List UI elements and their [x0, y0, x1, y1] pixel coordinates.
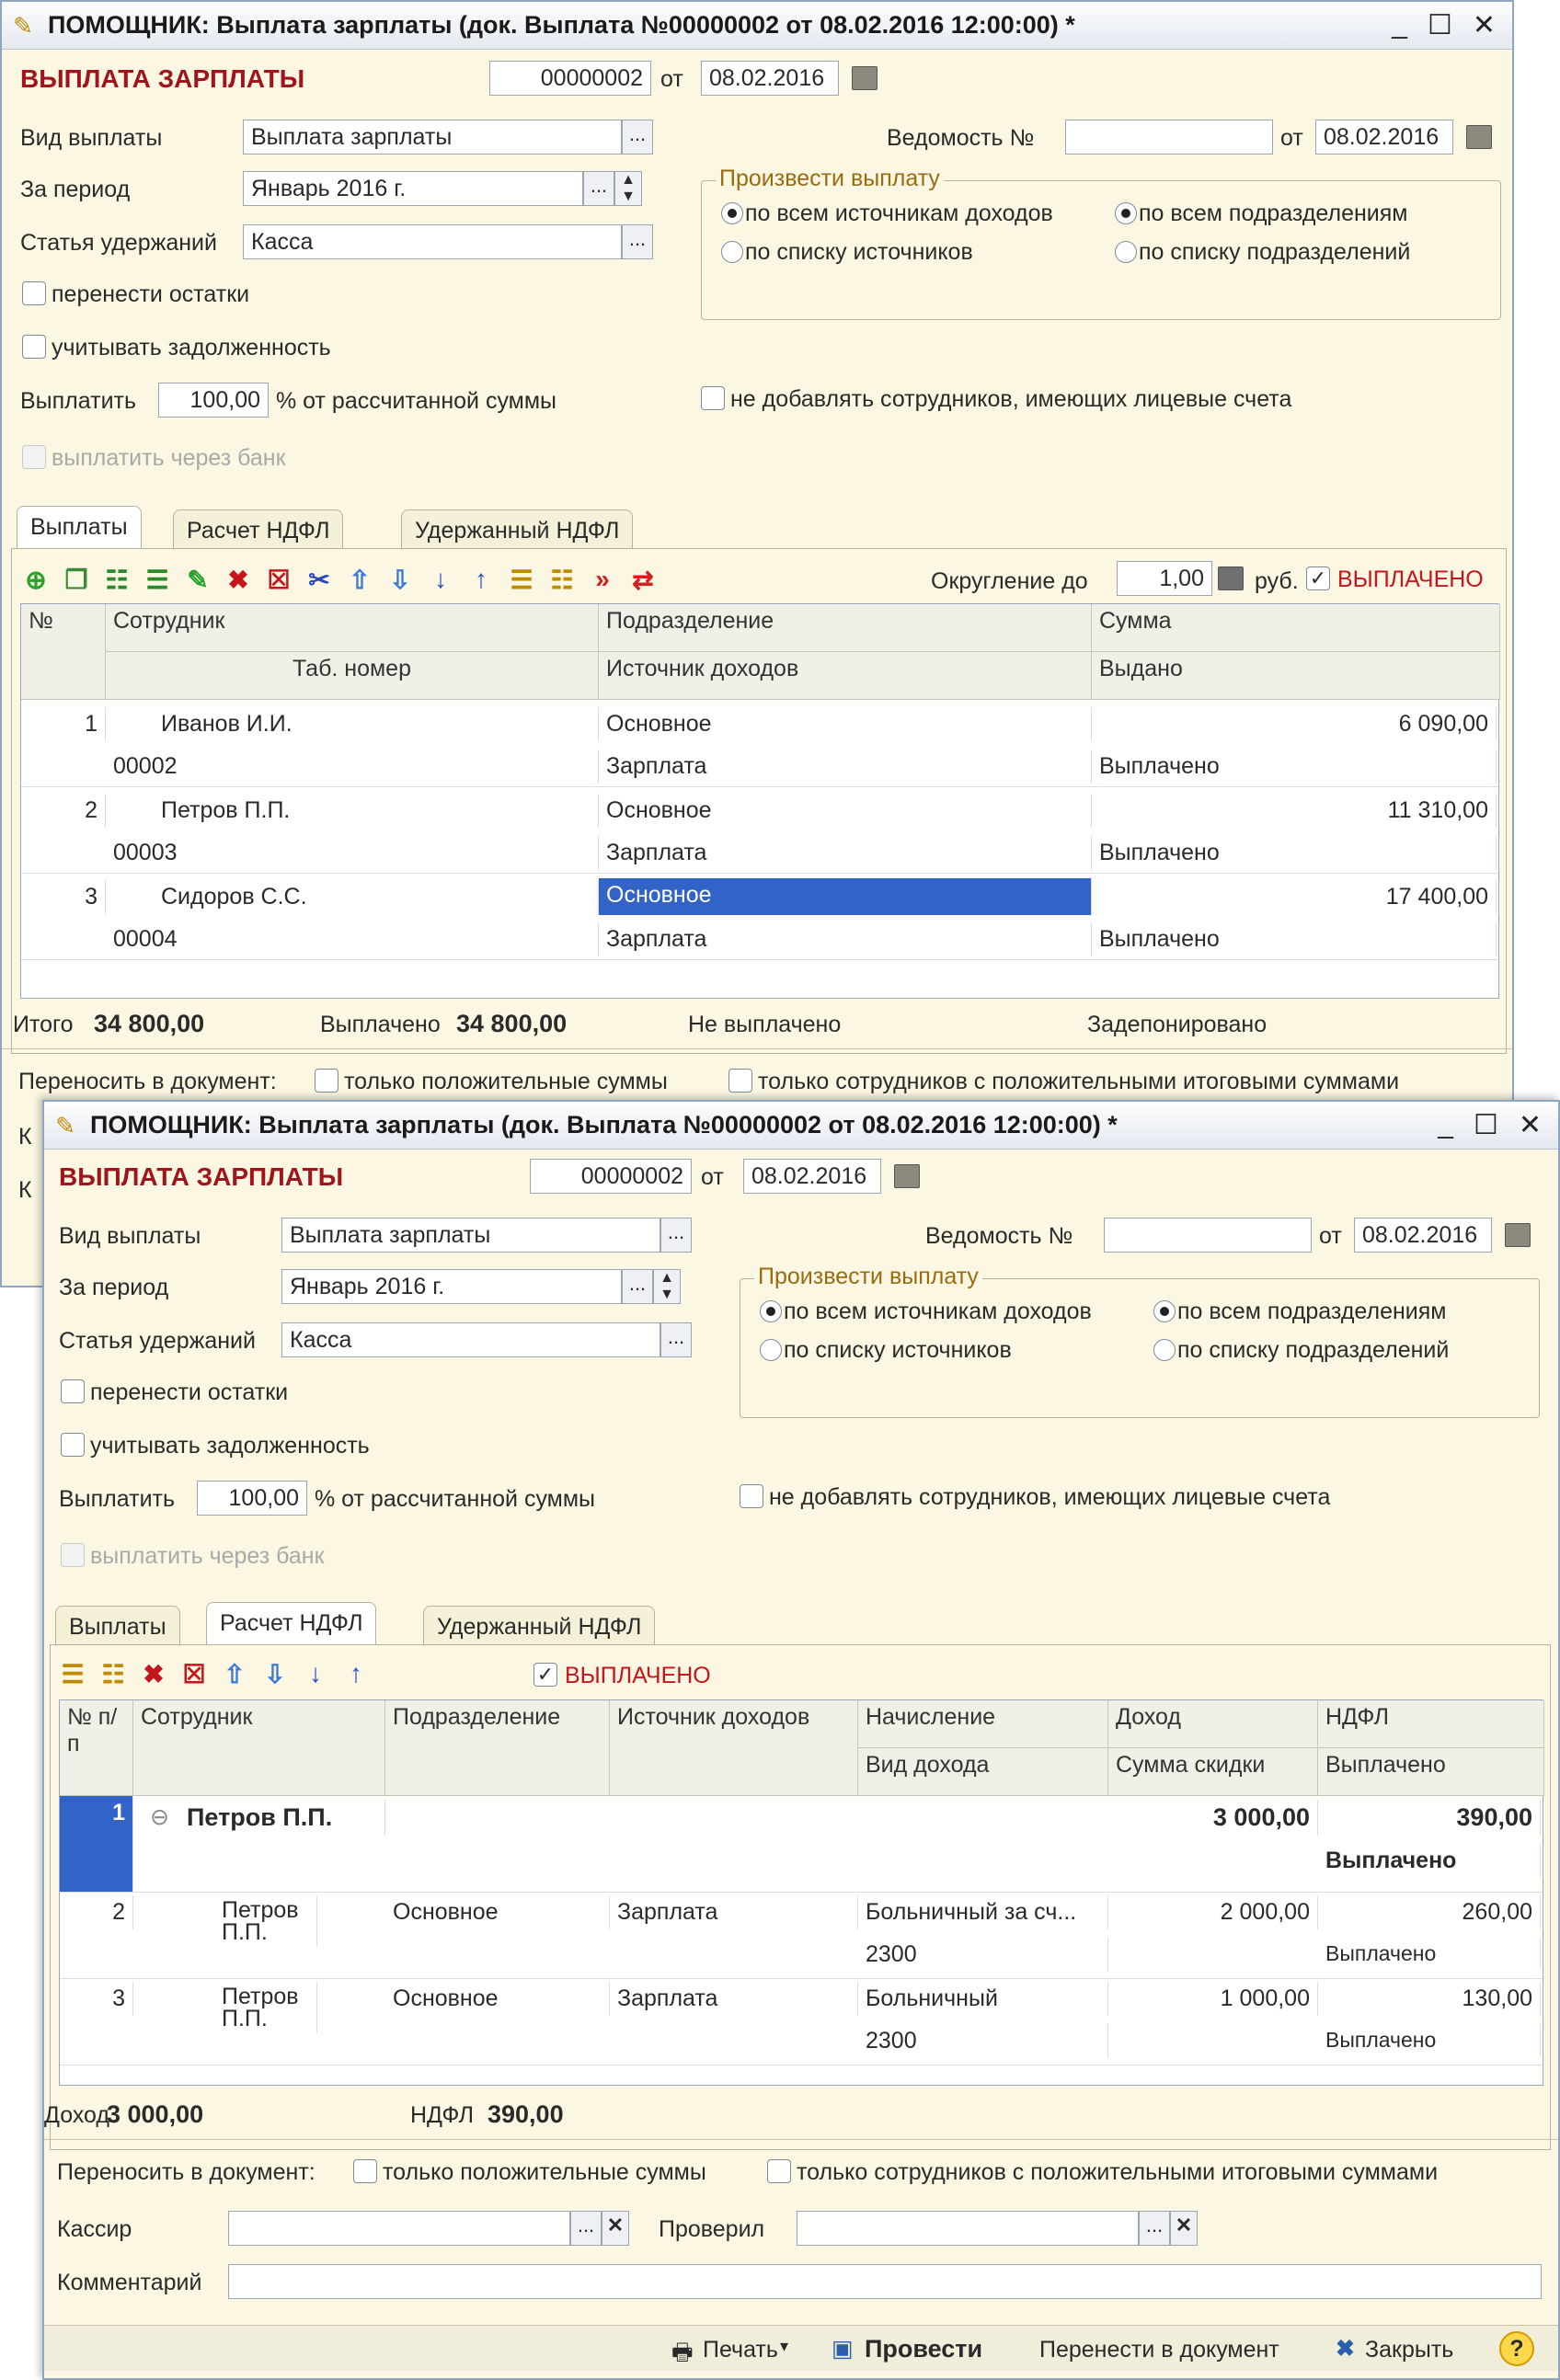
ne-dobavlyat-label: не добавлять сотрудников, имеющих лицевые счета — [769, 1484, 1331, 1510]
col-employee[interactable]: Сотрудник — [133, 1700, 385, 1796]
col-discount[interactable]: Сумма скидки — [1108, 1748, 1318, 1796]
row-employee[interactable]: Петров П.П. — [133, 1895, 317, 1947]
row-source[interactable]: Зарплата — [610, 1895, 858, 1929]
radio-all-sources-label: по всем источникам доходов — [784, 1299, 1092, 1324]
uchit-checkbox[interactable] — [61, 1433, 85, 1457]
row-paid[interactable]: Выплачено — [1318, 2024, 1541, 2056]
cherez-bank-checkbox — [22, 445, 46, 469]
tree-icon[interactable]: ☰ — [61, 1659, 85, 1688]
paid-checkbox[interactable]: ✓ — [533, 1663, 557, 1687]
fast-forward-icon[interactable]: » — [595, 565, 610, 593]
proveril-select-button[interactable]: ... — [1139, 2211, 1170, 2246]
vid-field[interactable]: Выплата зарплаты — [243, 120, 622, 154]
row-ndfl[interactable]: 260,00 — [1318, 1895, 1541, 1929]
row-source[interactable]: Зарплата — [610, 1982, 858, 2016]
radio-list-sources-label: по списку источников — [745, 239, 973, 265]
row-source[interactable]: Зарплата — [599, 749, 1092, 784]
period-select-button[interactable]: ... — [583, 171, 614, 206]
statya-select-button[interactable]: ... — [660, 1322, 692, 1357]
col-num[interactable]: № — [21, 604, 106, 700]
only-positive-checkbox[interactable] — [353, 2159, 377, 2183]
ne-dobavlyat-label: не добавлять сотрудников, имеющих лицевые счета — [730, 386, 1292, 412]
window-title: ПОМОЩНИК: Выплата зарплаты (док. Выплата №00000002 от 08.02.2016 12:00:00) * — [48, 11, 1075, 39]
row-source[interactable]: Зарплата — [599, 836, 1092, 870]
row-dept-selected[interactable]: Основное — [599, 878, 1092, 915]
itogo-value: 34 800,00 — [94, 1010, 205, 1037]
payment-group-label: Произвести выплату — [716, 166, 944, 192]
row-separator — [60, 1892, 1543, 1893]
period-field[interactable]: Январь 2016 г. — [243, 171, 583, 206]
row-num: 3 — [60, 1982, 133, 2016]
vyplatit-label: Выплатить — [59, 1486, 176, 1512]
vedomost-label: Ведомость № — [887, 125, 1035, 151]
tab-vyplaty[interactable]: Выплаты — [17, 506, 142, 550]
row-income[interactable]: 1 000,00 — [1108, 1982, 1318, 2016]
fill-icon[interactable]: ☷ — [105, 565, 129, 594]
vyplatit-suffix: % от рассчитанной суммы — [276, 388, 557, 414]
tab-raschet-ndfl[interactable]: Расчет НДФЛ — [206, 1602, 376, 1646]
col-tab[interactable]: Таб. номер — [106, 652, 599, 700]
row-paid[interactable]: Выплачено — [1318, 1938, 1541, 1970]
vyplacheno-value: 34 800,00 — [456, 1010, 568, 1037]
maximize-button[interactable]: ☐ — [1427, 10, 1452, 40]
ne-dobavlyat-checkbox[interactable] — [701, 386, 725, 410]
payments-grid — [20, 603, 1499, 999]
tab-vyplaty[interactable]: Выплаты — [55, 1606, 180, 1646]
col-ndfl[interactable]: НДФЛ — [1318, 1700, 1544, 1748]
delete-icon[interactable]: ✖ — [227, 565, 249, 594]
radio-all-depts-label: по всем подразделениям — [1177, 1299, 1447, 1324]
row-employee[interactable]: Петров П.П. — [106, 794, 599, 828]
vedomost-field[interactable] — [1104, 1218, 1312, 1253]
uchit-label: учитывать задолженность — [52, 335, 331, 360]
radio-list-depts-label: по списку подразделений — [1177, 1337, 1450, 1363]
list-icon[interactable]: ☷ — [550, 565, 574, 594]
maximize-button[interactable]: ☐ — [1473, 1110, 1498, 1140]
group-row-num[interactable]: 1 — [60, 1796, 133, 1892]
dohod-value: 3 000,00 — [107, 2100, 204, 2128]
col-employee[interactable]: Сотрудник — [106, 604, 599, 652]
divider — [44, 2139, 1558, 2140]
proveril-field[interactable] — [797, 2211, 1139, 2246]
kassir-field[interactable] — [228, 2211, 570, 2246]
ndfl-value: 390,00 — [488, 2100, 564, 2128]
print-button[interactable]: Печать — [703, 2337, 778, 2363]
row-issued[interactable]: Выплачено — [1092, 836, 1497, 870]
row-num: 1 — [21, 707, 106, 741]
post-button[interactable]: Провести — [865, 2335, 983, 2363]
copy-icon[interactable]: ❐ — [64, 565, 88, 594]
move-down-icon[interactable]: ⇩ — [264, 1659, 286, 1688]
radio-list-sources[interactable] — [721, 241, 743, 263]
perenesti-label: перенести остатки — [90, 1379, 289, 1405]
radio-list-sources-label: по списку источников — [784, 1337, 1012, 1363]
perenosit-label: Переносить в документ: — [57, 2159, 315, 2185]
sort-desc-icon[interactable]: ↑ — [350, 1659, 362, 1688]
title-bar — [44, 1102, 1558, 1150]
zadeponirovano-label: Задепонировано — [1087, 1012, 1268, 1037]
col-sum[interactable]: Сумма — [1092, 604, 1500, 652]
window-front — [42, 1100, 1560, 2380]
vid-label: Вид выплаты — [59, 1223, 201, 1249]
clear-icon[interactable]: ☒ — [182, 1659, 206, 1688]
col-issued[interactable]: Выдано — [1092, 652, 1500, 700]
vedomost-field[interactable] — [1065, 120, 1273, 154]
kassir-select-button[interactable]: ... — [570, 2211, 602, 2246]
row-num: 2 — [21, 794, 106, 828]
col-dept[interactable]: Подразделение — [385, 1700, 610, 1796]
collapse-icon[interactable]: ⊖ — [150, 1804, 169, 1830]
statya-field[interactable]: Касса — [281, 1322, 660, 1357]
group-row-ndfl[interactable]: 390,00 — [1318, 1800, 1541, 1836]
only-positive-employees-checkbox[interactable] — [767, 2159, 791, 2183]
row-separator — [60, 1978, 1543, 1979]
clear-icon[interactable]: ☒ — [267, 565, 291, 594]
doc-date-ot-label: от — [701, 1164, 724, 1190]
doc-date-field[interactable]: 08.02.2016 — [743, 1159, 881, 1194]
select-icon[interactable]: ☰ — [145, 565, 169, 594]
group-row-paid[interactable]: Выплачено — [1318, 1844, 1541, 1878]
row-issued[interactable]: Выплачено — [1092, 922, 1497, 956]
itogo-label: Итого — [13, 1012, 74, 1037]
only-positive-employees-label: только сотрудников с положительными итоговыми суммами — [797, 2159, 1439, 2185]
swap-icon[interactable]: ⇄ — [632, 565, 654, 594]
radio-list-depts-label: по списку подразделений — [1139, 239, 1411, 265]
row-income-type[interactable]: 2300 — [858, 1938, 1108, 1972]
rub-label: руб. — [1255, 568, 1299, 594]
title-bar — [2, 2, 1512, 50]
row-employee[interactable]: Петров П.П. — [133, 1982, 317, 2033]
ndfl-grid — [59, 1699, 1543, 2086]
help-button[interactable]: ? — [1499, 2331, 1534, 2366]
kassir-label: Кассир — [57, 2216, 132, 2242]
row-tab[interactable]: 00003 — [106, 836, 599, 870]
period-label: За период — [59, 1275, 169, 1300]
row-issued[interactable]: Выплачено — [1092, 749, 1497, 784]
minimize-button[interactable]: _ — [1392, 9, 1407, 40]
cherez-bank-label: выплатить через банк — [52, 445, 286, 471]
doc-date-field[interactable]: 08.02.2016 — [701, 61, 839, 96]
footer-bar — [44, 2325, 1558, 2371]
row-accrual[interactable]: Больничный за сч... — [858, 1895, 1108, 1929]
payment-group-label: Произвести выплату — [754, 1264, 982, 1290]
uchit-checkbox[interactable] — [22, 335, 46, 359]
radio-all-sources-label: по всем источникам доходов — [745, 200, 1053, 226]
comment-field[interactable] — [228, 2264, 1542, 2299]
vid-select-button[interactable]: ... — [660, 1218, 692, 1253]
radio-list-sources[interactable] — [760, 1339, 782, 1361]
tree-icon[interactable]: ☰ — [510, 565, 533, 594]
vyplatit-suffix: % от рассчитанной суммы — [315, 1486, 596, 1512]
doc-date-ot-label: от — [660, 66, 683, 92]
row-employee[interactable]: Сидоров С.С. — [106, 880, 599, 914]
col-income[interactable]: Доход — [1108, 1700, 1318, 1748]
perenesti-checkbox[interactable] — [22, 281, 46, 305]
delete-icon[interactable]: ✖ — [143, 1659, 165, 1688]
col-accrual[interactable]: Начисление — [858, 1700, 1108, 1748]
doc-title: ВЫПЛАТА ЗАРПЛАТЫ — [59, 1162, 344, 1191]
cherez-bank-label: выплатить через банк — [90, 1543, 325, 1569]
doc-number-field[interactable]: 00000002 — [489, 61, 651, 96]
group-row-employee[interactable]: Петров П.П. — [133, 1800, 385, 1836]
statya-label: Статья удержаний — [59, 1328, 256, 1354]
perenosit-label: Переносить в документ: — [18, 1069, 277, 1094]
tab-uderzhanny-ndfl[interactable]: Удержанный НДФЛ — [401, 509, 633, 550]
calendar-icon[interactable] — [1466, 125, 1492, 149]
row-ndfl[interactable]: 130,00 — [1318, 1982, 1541, 2016]
vid-field[interactable]: Выплата зарплаты — [281, 1218, 660, 1253]
doc-title: ВЫПЛАТА ЗАРПЛАТЫ — [20, 64, 305, 93]
only-positive-label: только положительные суммы — [383, 2159, 706, 2185]
row-income-type[interactable]: 2300 — [858, 2024, 1108, 2058]
row-accrual[interactable]: Больничный — [858, 1982, 1108, 2016]
app-icon: ✎ — [55, 1111, 75, 1139]
row-sum[interactable]: 6 090,00 — [1092, 707, 1497, 741]
row-tab[interactable]: 00002 — [106, 749, 599, 784]
calendar-icon[interactable] — [894, 1164, 920, 1188]
radio-all-depts[interactable] — [1153, 1300, 1176, 1322]
col-paid[interactable]: Выплачено — [1318, 1748, 1544, 1796]
tab-raschet-ndfl[interactable]: Расчет НДФЛ — [173, 509, 343, 550]
period-label: За период — [20, 177, 131, 202]
ne-dobavlyat-checkbox[interactable] — [740, 1484, 763, 1508]
close-window-button[interactable]: ✕ — [1518, 1110, 1542, 1140]
statya-field[interactable]: Касса — [243, 224, 622, 259]
move-up-icon[interactable]: ⇧ — [349, 565, 371, 594]
paid-label: ВЫПЛАЧЕНО — [1337, 566, 1484, 592]
period-field[interactable]: Январь 2016 г. — [281, 1269, 622, 1304]
calendar-icon[interactable] — [1505, 1223, 1531, 1247]
calendar-icon[interactable] — [852, 66, 878, 90]
radio-all-depts-label: по всем подразделениям — [1139, 200, 1408, 226]
close-window-button[interactable]: ✕ — [1472, 10, 1496, 40]
row-dept[interactable]: Основное — [599, 794, 1092, 828]
vedomost-label: Ведомость № — [925, 1223, 1073, 1249]
period-spin-button[interactable]: ▲ ▼ — [614, 171, 642, 206]
perenesti-checkbox[interactable] — [61, 1379, 85, 1403]
ne-vyplacheno-label: Не выплачено — [688, 1012, 842, 1037]
row-num: 2 — [60, 1895, 133, 1929]
row-dept[interactable]: Основное — [599, 707, 1092, 741]
row-separator — [21, 873, 1498, 874]
row-income[interactable]: 2 000,00 — [1108, 1895, 1318, 1929]
edit-icon[interactable]: ✎ — [187, 565, 209, 594]
divider — [2, 1048, 1512, 1049]
tab-uderzhanny-ndfl[interactable]: Удержанный НДФЛ — [423, 1606, 655, 1646]
close-button[interactable]: Закрыть — [1365, 2337, 1454, 2363]
col-income-type[interactable]: Вид дохода — [858, 1748, 1108, 1796]
vedomost-ot-label: от — [1319, 1223, 1342, 1249]
move-down-icon[interactable]: ⇩ — [389, 565, 411, 594]
comment-label: Комментарий — [57, 2270, 202, 2295]
app-icon: ✎ — [13, 11, 33, 40]
radio-all-sources[interactable] — [760, 1300, 782, 1322]
sort-asc-icon[interactable]: ↓ — [309, 1659, 322, 1688]
printer-icon[interactable]: 🖶 — [671, 2340, 694, 2365]
rounding-label: Округление до — [931, 568, 1088, 594]
vid-label: Вид выплаты — [20, 125, 163, 151]
chevron-down-icon[interactable]: ▾ — [780, 2337, 789, 2355]
doc-number-field[interactable]: 00000002 — [530, 1159, 692, 1194]
close-icon[interactable]: ✖ — [1336, 2336, 1355, 2362]
row-source[interactable]: Зарплата — [599, 922, 1092, 956]
only-positive-employees-label: только сотрудников с положительными итоговыми суммами — [758, 1069, 1400, 1094]
kassir-clear-icon[interactable]: ✕ — [602, 2211, 629, 2246]
vid-select-button[interactable]: ... — [622, 120, 653, 154]
calculator-icon[interactable] — [1218, 566, 1244, 590]
radio-list-depts[interactable] — [1115, 241, 1137, 263]
proveril-label: Проверил — [659, 2216, 765, 2242]
only-positive-checkbox[interactable] — [315, 1069, 338, 1093]
row-dept[interactable]: Основное — [385, 1982, 610, 2016]
row-tab[interactable]: 00004 — [106, 922, 599, 956]
row-employee[interactable]: Иванов И.И. — [106, 707, 599, 741]
perenesti-label: перенести остатки — [52, 281, 250, 307]
toolbar — [22, 563, 657, 596]
uchit-label: учитывать задолженность — [90, 1433, 370, 1459]
row-sum[interactable]: 17 400,00 — [1092, 880, 1497, 914]
only-positive-employees-checkbox[interactable] — [728, 1069, 752, 1093]
radio-all-sources[interactable] — [721, 202, 743, 224]
vedomost-ot-label: от — [1280, 125, 1303, 151]
mark-icon[interactable]: ✂ — [308, 565, 330, 594]
vyplacheno-label: Выплачено — [320, 1012, 441, 1037]
period-select-button[interactable]: ... — [622, 1269, 653, 1304]
vedomost-date-field[interactable]: 08.02.2016 — [1354, 1218, 1492, 1253]
col-dept[interactable]: Подразделение — [599, 604, 1092, 652]
window-title: ПОМОЩНИК: Выплата зарплаты (док. Выплата №00000002 от 08.02.2016 12:00:00) * — [90, 1111, 1118, 1139]
vedomost-date-field[interactable]: 08.02.2016 — [1315, 120, 1453, 154]
rounding-field[interactable]: 1,00 — [1117, 561, 1212, 596]
transfer-button[interactable]: Перенести в документ — [1039, 2337, 1279, 2363]
comment-label-clipped: К — [18, 1177, 32, 1203]
add-icon[interactable]: ⊕ — [25, 565, 47, 594]
statya-label: Статья удержаний — [20, 230, 217, 256]
group-row-income[interactable]: 3 000,00 — [1108, 1800, 1318, 1836]
period-spin-button[interactable]: ▲ ▼ — [653, 1269, 681, 1304]
proveril-clear-icon[interactable]: ✕ — [1170, 2211, 1198, 2246]
only-positive-label: только положительные суммы — [344, 1069, 668, 1094]
statya-select-button[interactable]: ... — [622, 224, 653, 259]
row-separator — [21, 786, 1498, 787]
row-num: 3 — [21, 880, 106, 914]
dohod-label: Доход — [44, 2102, 109, 2128]
toolbar — [59, 1657, 370, 1690]
ndfl-label: НДФЛ — [410, 2102, 475, 2128]
post-icon[interactable]: ▣ — [832, 2336, 854, 2362]
minimize-button[interactable]: _ — [1438, 1109, 1453, 1139]
paid-label: ВЫПЛАЧЕНО — [565, 1663, 711, 1688]
vyplatit-label: Выплатить — [20, 388, 137, 414]
kassir-label-clipped: К — [18, 1124, 32, 1150]
vyplatit-field[interactable]: 100,00 — [197, 1481, 307, 1516]
vyplatit-field[interactable]: 100,00 — [158, 383, 269, 418]
sort-asc-icon[interactable]: ↓ — [434, 565, 447, 593]
list-icon[interactable]: ☷ — [101, 1659, 125, 1688]
cherez-bank-checkbox — [61, 1543, 85, 1567]
col-source[interactable]: Источник доходов — [610, 1700, 858, 1796]
paid-checkbox[interactable]: ✓ — [1306, 566, 1330, 590]
row-sum[interactable]: 11 310,00 — [1092, 794, 1497, 828]
col-source[interactable]: Источник доходов — [599, 652, 1092, 700]
radio-list-depts[interactable] — [1153, 1339, 1176, 1361]
move-up-icon[interactable]: ⇧ — [224, 1659, 246, 1688]
row-dept[interactable]: Основное — [385, 1895, 610, 1929]
row-separator — [21, 959, 1498, 960]
col-num[interactable]: № п/п — [60, 1700, 133, 1796]
radio-all-depts[interactable] — [1115, 202, 1137, 224]
sort-desc-icon[interactable]: ↑ — [475, 565, 488, 593]
